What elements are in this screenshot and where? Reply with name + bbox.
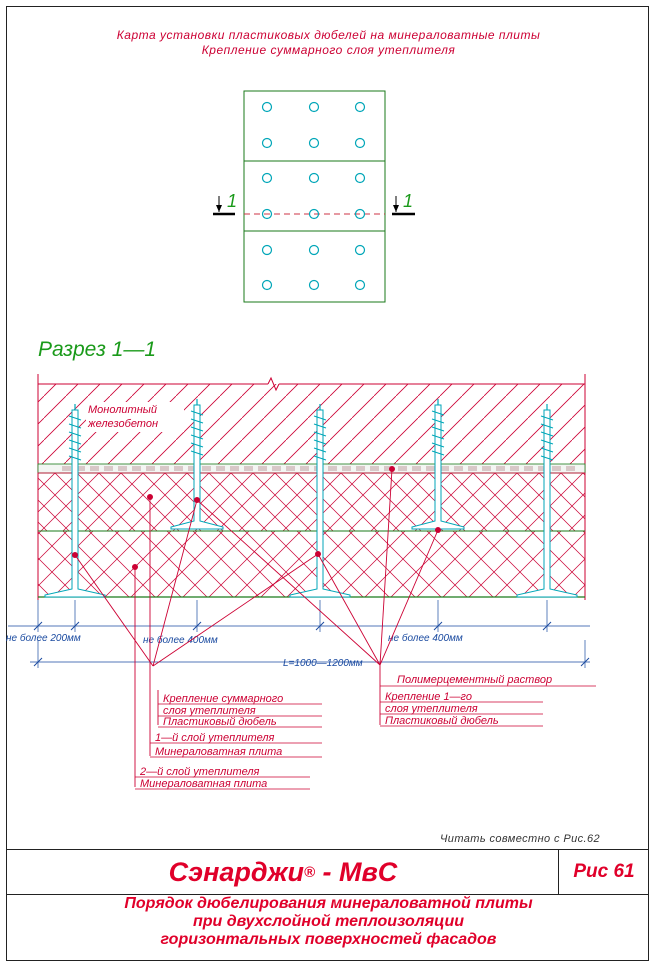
cross-reference-note: Читать совместно с Рис.62 bbox=[440, 833, 601, 845]
mortar-speck bbox=[510, 466, 519, 471]
figure-number: Рис 61 bbox=[573, 861, 635, 882]
mortar-speck bbox=[202, 466, 211, 471]
leader-dot bbox=[194, 497, 200, 503]
dim-400-a: не более 400мм bbox=[143, 635, 218, 646]
mortar-speck bbox=[272, 466, 281, 471]
mortar-speck bbox=[566, 466, 575, 471]
mortar-speck bbox=[468, 466, 477, 471]
callout-layer2-1: 2—й слой утеплителя bbox=[140, 766, 260, 778]
leader-dot bbox=[389, 466, 395, 472]
plan-outline bbox=[244, 91, 385, 302]
mortar-speck bbox=[118, 466, 127, 471]
callout-fix-total-2: слоя утеплителя bbox=[163, 705, 256, 717]
concrete-label-1: Монолитный bbox=[88, 404, 157, 416]
plan-dowel-icon bbox=[263, 139, 272, 148]
plan-dowel-icon bbox=[310, 174, 319, 183]
header-line-2: Крепление суммарного слоя утеплителя bbox=[201, 43, 456, 57]
callout-fix-first-2: слоя утеплителя bbox=[385, 703, 478, 715]
section-marker-right-label: 1 bbox=[403, 191, 414, 211]
mortar-speck bbox=[328, 466, 337, 471]
section-title: Разрез 1—1 bbox=[38, 338, 157, 361]
section-marker-left-label: 1 bbox=[227, 191, 238, 211]
plan-dowel-icon bbox=[356, 174, 365, 183]
plan-dowel-icon bbox=[310, 246, 319, 255]
mortar-speck bbox=[160, 466, 169, 471]
plan-dowel-icon bbox=[356, 139, 365, 148]
plan-dowel-icon bbox=[263, 246, 272, 255]
product-suffix: - МвС bbox=[315, 856, 398, 887]
callout-fix-first-1: Крепление 1—го bbox=[385, 691, 472, 703]
mortar-speck bbox=[90, 466, 99, 471]
section-marker-left-arrowhead bbox=[216, 205, 222, 212]
mortar-speck bbox=[524, 466, 533, 471]
plan-dowel-icon bbox=[356, 281, 365, 290]
mortar-speck bbox=[552, 466, 561, 471]
mortar-speck bbox=[286, 466, 295, 471]
product-title bbox=[8, 850, 558, 894]
plan-dowel-icon bbox=[356, 103, 365, 112]
mortar-speck bbox=[398, 466, 407, 471]
plan-dowel-icon bbox=[263, 174, 272, 183]
leader-dot bbox=[72, 552, 78, 558]
mortar-speck bbox=[230, 466, 239, 471]
mortar-speck bbox=[174, 466, 183, 471]
plan-view bbox=[213, 91, 415, 302]
callouts-left bbox=[135, 693, 322, 790]
mortar-speck bbox=[482, 466, 491, 471]
callout-fix-first-3: Пластиковый дюбель bbox=[385, 715, 499, 727]
plan-dowel-icon bbox=[356, 246, 365, 255]
dim-400-b: не более 400мм bbox=[388, 633, 463, 644]
insulation-layer-1 bbox=[38, 473, 585, 531]
mortar-speck bbox=[258, 466, 267, 471]
plan-dowel-icon bbox=[310, 281, 319, 290]
plan-dowel-icon bbox=[263, 103, 272, 112]
dim-total: L=1000—1200мм bbox=[283, 658, 363, 669]
section-view bbox=[38, 374, 585, 600]
drawing-description bbox=[8, 895, 649, 949]
product-name: Сэнарджи bbox=[168, 856, 304, 887]
callout-mortar: Полимерцементный раствор bbox=[397, 674, 553, 686]
mortar-speck bbox=[244, 466, 253, 471]
mortar-speck bbox=[426, 466, 435, 471]
mortar-speck bbox=[132, 466, 141, 471]
plan-dowel-icon bbox=[310, 103, 319, 112]
description-line-1: Порядок дюбелирования минераловатной плиты bbox=[124, 895, 533, 912]
callout-layer1-1: 1—й слой утеплителя bbox=[155, 732, 275, 744]
mortar-speck bbox=[412, 466, 421, 471]
concrete-label-2: железобетон bbox=[88, 418, 159, 430]
mortar-speck bbox=[104, 466, 113, 471]
section-marker-right-arrowhead bbox=[393, 205, 399, 212]
leader-dot bbox=[132, 564, 138, 570]
plan-dowel-icon bbox=[310, 139, 319, 148]
leader-dot bbox=[315, 551, 321, 557]
mortar-speck bbox=[62, 466, 71, 471]
callout-fix-total-1: Крепление суммарного bbox=[163, 693, 284, 705]
leader-dot bbox=[435, 527, 441, 533]
mortar-speck bbox=[216, 466, 225, 471]
callout-fix-total-3: Пластиковый дюбель bbox=[163, 716, 277, 728]
mortar-speck bbox=[342, 466, 351, 471]
mortar-speck bbox=[356, 466, 365, 471]
mortar-speck bbox=[496, 466, 505, 471]
registered-mark: ® bbox=[303, 863, 316, 881]
header-line-1: Карта установки пластиковых дюбелей на минераловатные плиты bbox=[116, 28, 541, 42]
dimensions bbox=[6, 600, 590, 669]
dim-200: не более 200мм bbox=[6, 633, 81, 644]
mortar-speck bbox=[454, 466, 463, 471]
mortar-speck bbox=[300, 466, 309, 471]
insulation-layer-2 bbox=[38, 531, 585, 597]
callouts-right bbox=[380, 674, 596, 727]
plan-dowel-icon bbox=[263, 281, 272, 290]
mortar-speck bbox=[146, 466, 155, 471]
description-line-2: при двухслойной теплоизоляции bbox=[192, 913, 465, 930]
callout-layer1-2: Минераловатная плита bbox=[155, 746, 283, 758]
callout-layer2-2: Минераловатная плита bbox=[140, 778, 268, 790]
description-line-3: горизонтальных поверхностей фасадов bbox=[160, 931, 497, 948]
mortar-speck bbox=[370, 466, 379, 471]
leader-dot bbox=[147, 494, 153, 500]
